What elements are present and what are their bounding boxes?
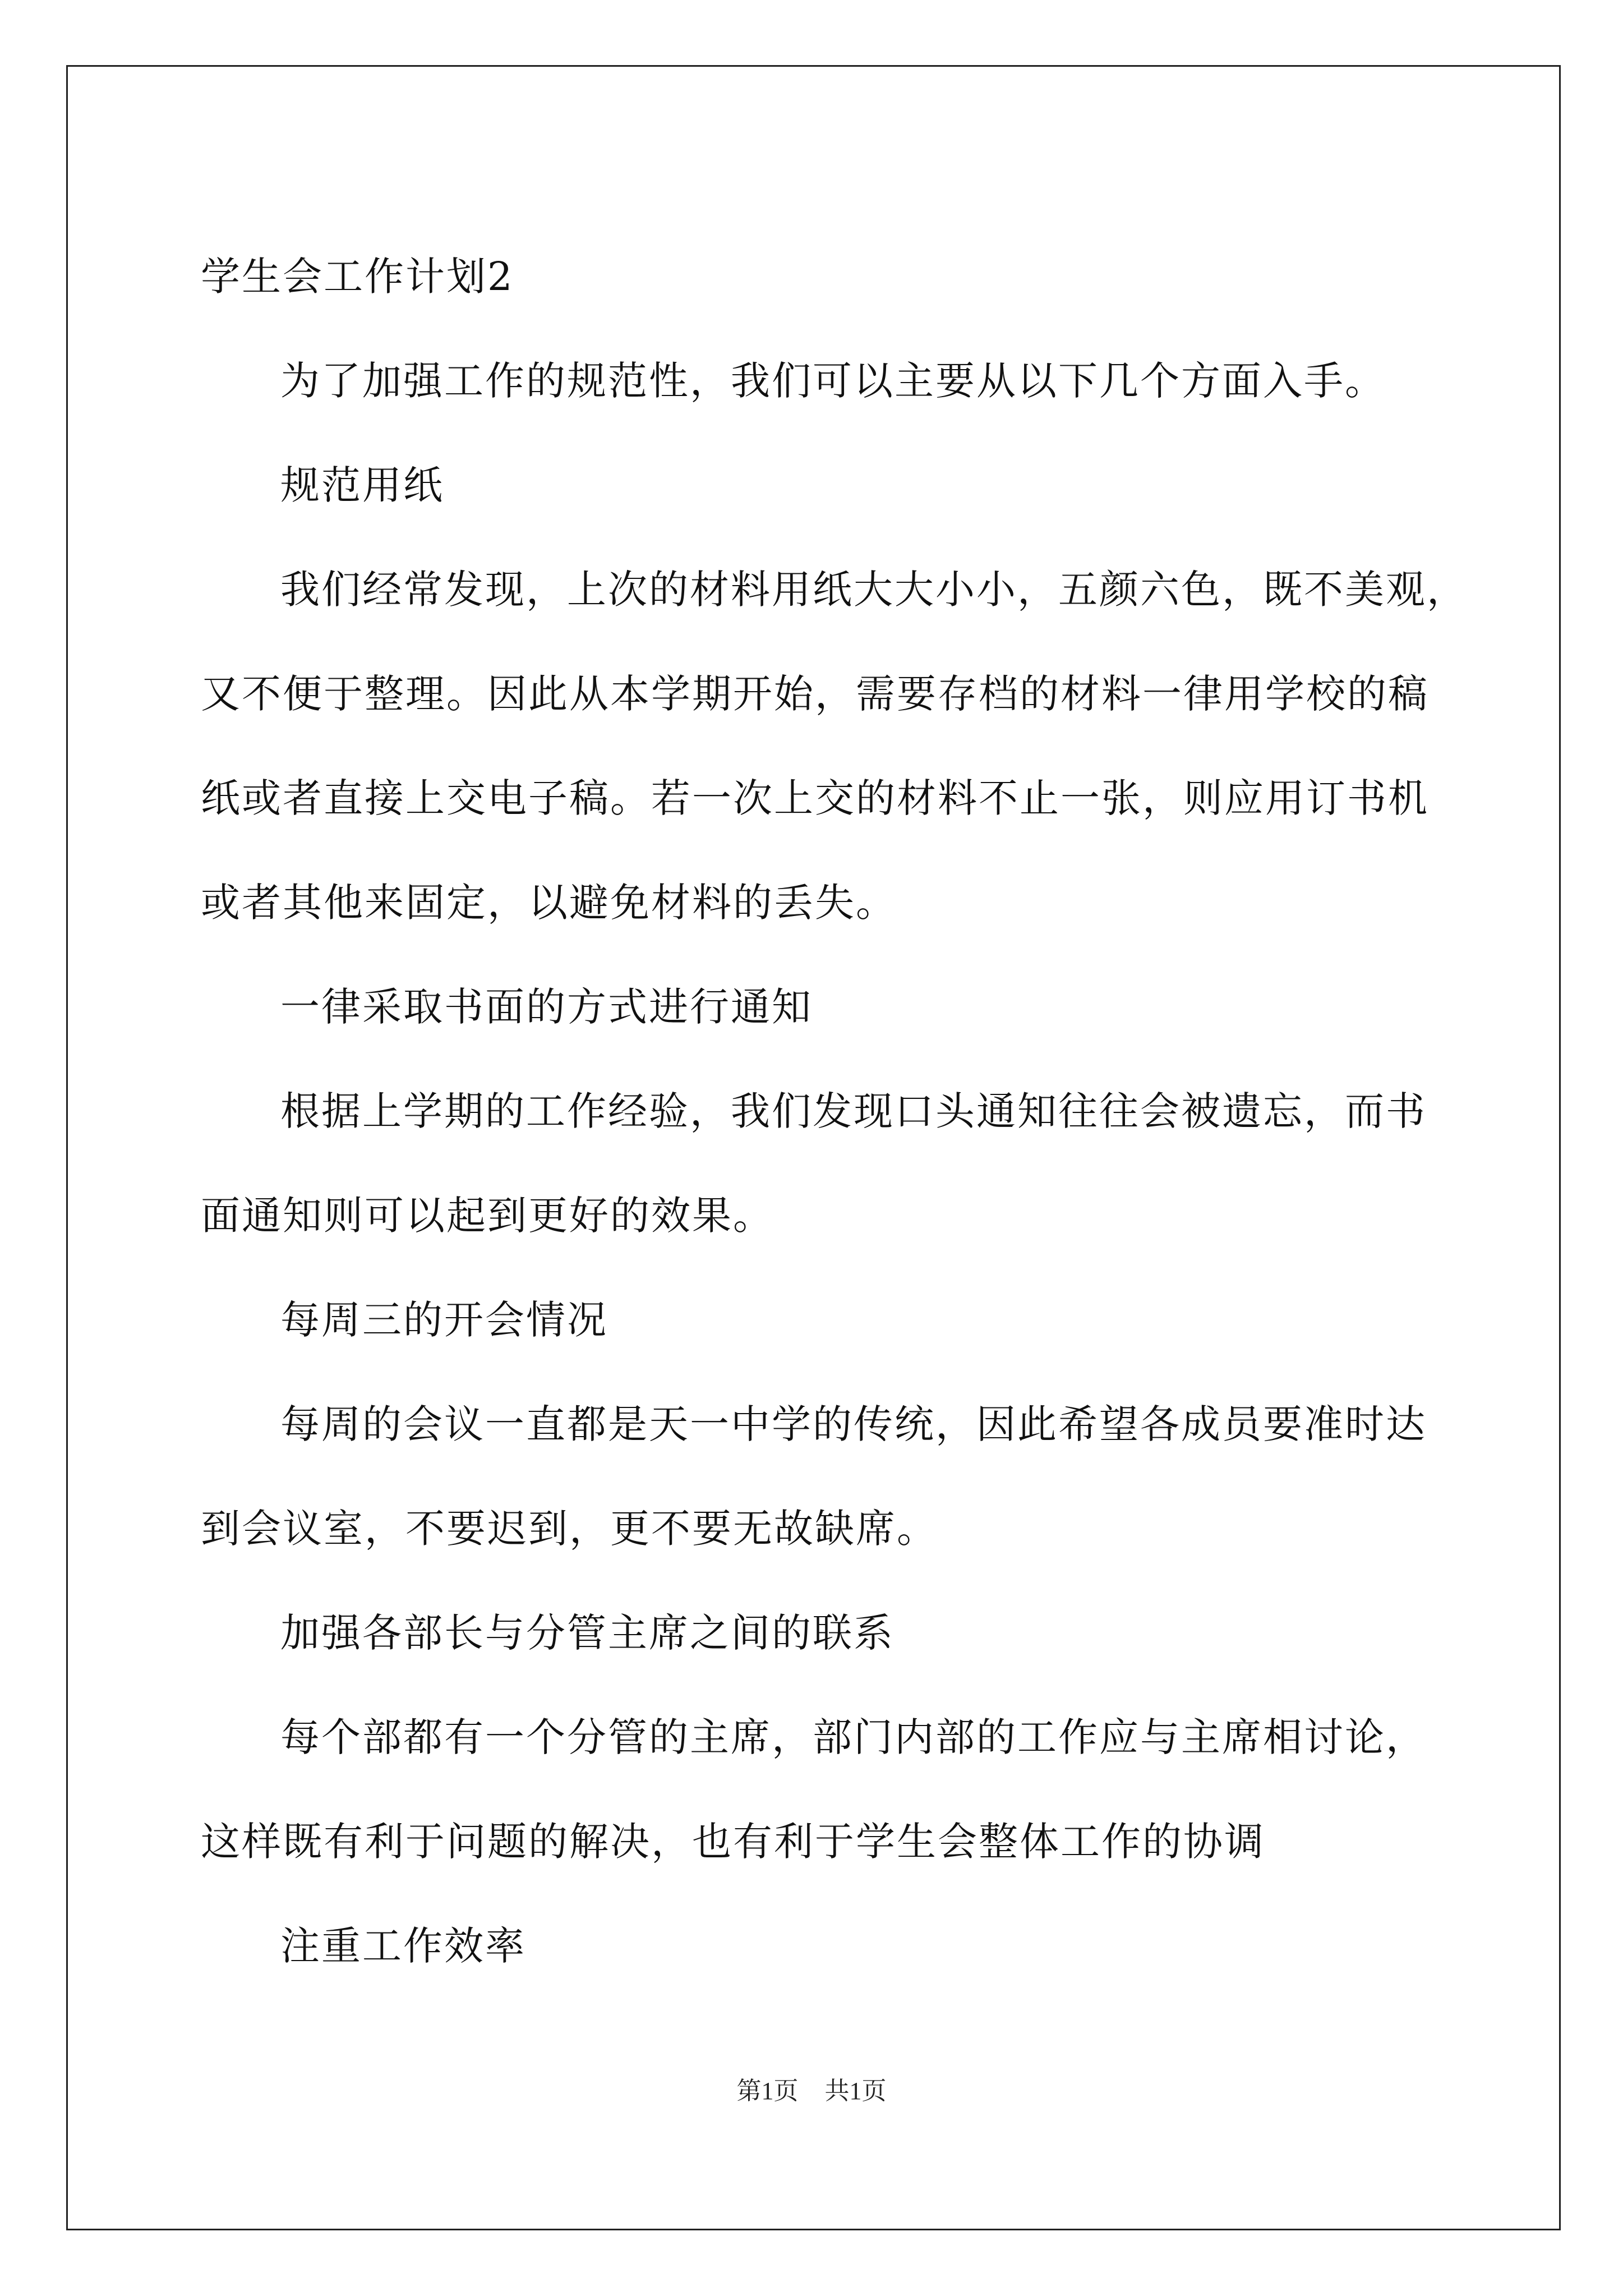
- page-number: 第1页: [736, 2077, 799, 2105]
- section-heading: 规范用纸: [280, 462, 444, 508]
- section-heading: 每周三的开会情况: [280, 1297, 608, 1343]
- document-title: 学生会工作计划2: [201, 254, 514, 300]
- paragraph-line: 面通知则可以起到更好的效果。: [201, 1193, 774, 1239]
- paragraph-line: 每个部都有一个分管的主席，部门内部的工作应与主席相讨论，: [280, 1714, 1427, 1760]
- paragraph-line: 为了加强工作的规范性，我们可以主要从以下几个方面入手。: [280, 358, 1386, 404]
- section-heading: 一律采取书面的方式进行通知: [280, 984, 813, 1030]
- paragraph-line: 这样既有利于问题的解决，也有利于学生会整体工作的协调: [201, 1819, 1265, 1865]
- page-total: 共1页: [824, 2077, 887, 2105]
- page-footer: [0, 2074, 1623, 2108]
- paragraph-line: 我们经常发现，上次的材料用纸大大小小，五颜六色，既不美观，: [280, 567, 1468, 613]
- paragraph-line: 又不便于整理。因此从本学期开始，需要存档的材料一律用学校的稿: [201, 671, 1429, 717]
- paragraph-line: 根据上学期的工作经验，我们发现口头通知往往会被遗忘，而书: [280, 1088, 1427, 1134]
- paragraph-line: 到会议室，不要迟到，更不要无故缺席。: [201, 1506, 938, 1552]
- paragraph-line: 每周的会议一直都是天一中学的传统，因此希望各成员要准时达: [280, 1401, 1427, 1447]
- section-heading: 加强各部长与分管主席之间的联系: [280, 1610, 895, 1656]
- paragraph-line: 纸或者直接上交电子稿。若一次上交的材料不止一张，则应用订书机: [201, 775, 1429, 821]
- section-heading: 注重工作效率: [280, 1923, 526, 1969]
- document-body: [201, 224, 1468, 1998]
- paragraph-line: 或者其他来固定，以避免材料的丢失。: [201, 880, 897, 926]
